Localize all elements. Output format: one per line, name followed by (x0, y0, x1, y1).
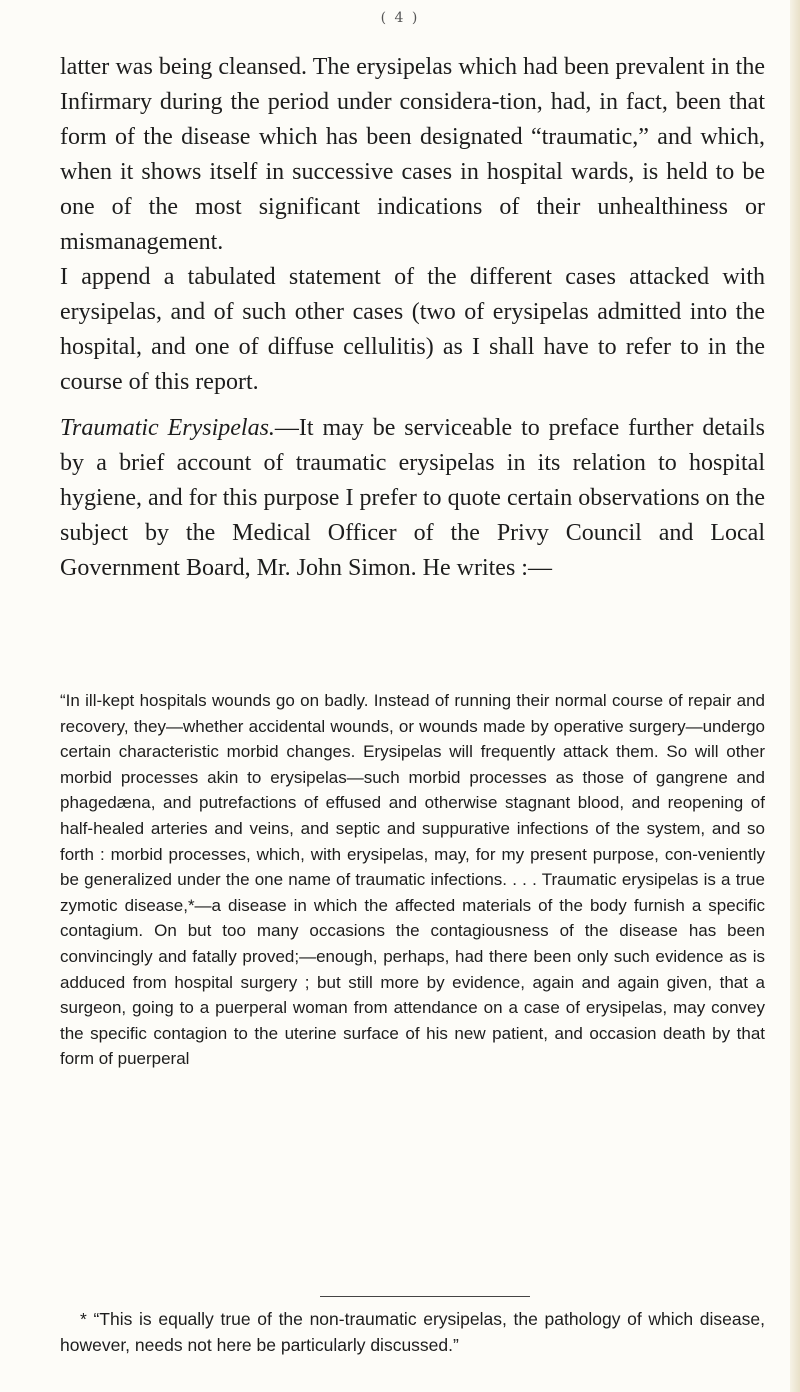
paragraph-1: latter was being cleansed. The erysipelas which had been prevalent in the Infirmary during the period under considera-tion, had, in fact, been that form of the disease which has been designated “traumatic,” and which, when it shows itself in successive cases in hospital wards, is held to be one of the most significant indications of their unhealthiness or mismanagement. (60, 54, 765, 255)
footnote-divider (320, 1296, 530, 1297)
paragraph-3-text: —It may be serviceable to preface further details by a brief account of traumatic erysipelas in its relation to hospital hygiene, and for this purpose I prefer to quote certain observations on the subject by the Medical Officer of the Privy Council and Local Government Board, Mr. John Simon. He writes :— (60, 415, 765, 581)
block-quote (60, 688, 765, 1072)
quote-text: “In ill-kept hospitals wounds go on badly. Instead of running their normal course of repair and recovery, they—whether accidental wounds, or wounds made by operative surgery—undergo certain characteristic morbid changes. Erysipelas will frequently attack them. So will other morbid processes akin to erysipelas—such morbid processes as those of gangrene and phagedæna, and putrefactions of effused and otherwise stagnant blood, and reopening of half-healed arteries and veins, and septic and suppurative infections of the system, and so forth : morbid processes, which, with erysipelas, may, for my present purpose, con-veniently be generalized under the one name of traumatic infections. . . . Traumatic erysipelas is a true zymotic disease,*—a disease in which the affected materials of the body furnish a specific contagium. On but too many occasions the contagiousness of the disease has been convincingly and fatally proved;—enough, perhaps, had there been only such evidence as is adduced from hospital surgery ; but still more by evidence, again and again given, that a surgeon, going to a puerperal woman from attendance on a case of erysipelas, may convey the specific contagion to the uterine surface of his new patient, and occasion death by that form of puerperal (60, 691, 765, 1069)
page-edge-shadow (790, 0, 800, 1392)
main-text (60, 50, 765, 586)
section-heading-traumatic-erysipelas: Traumatic Erysipelas. (60, 415, 275, 441)
paragraph-3 (60, 411, 765, 586)
paragraph-2: I append a tabulated statement of the different cases attacked with erysipelas, and of such other cases (two of erysipelas admitted into the hospital, and one of diffuse cellulitis) as I shall have to refer to in the course of this report. (60, 264, 765, 395)
footnote (60, 1306, 765, 1358)
page-number: ( 4 ) (380, 10, 420, 26)
footnote-text: * “This is equally true of the non-traumatic erysipelas, the pathology of which disease, however, needs not here be particularly discussed.” (60, 1309, 765, 1355)
